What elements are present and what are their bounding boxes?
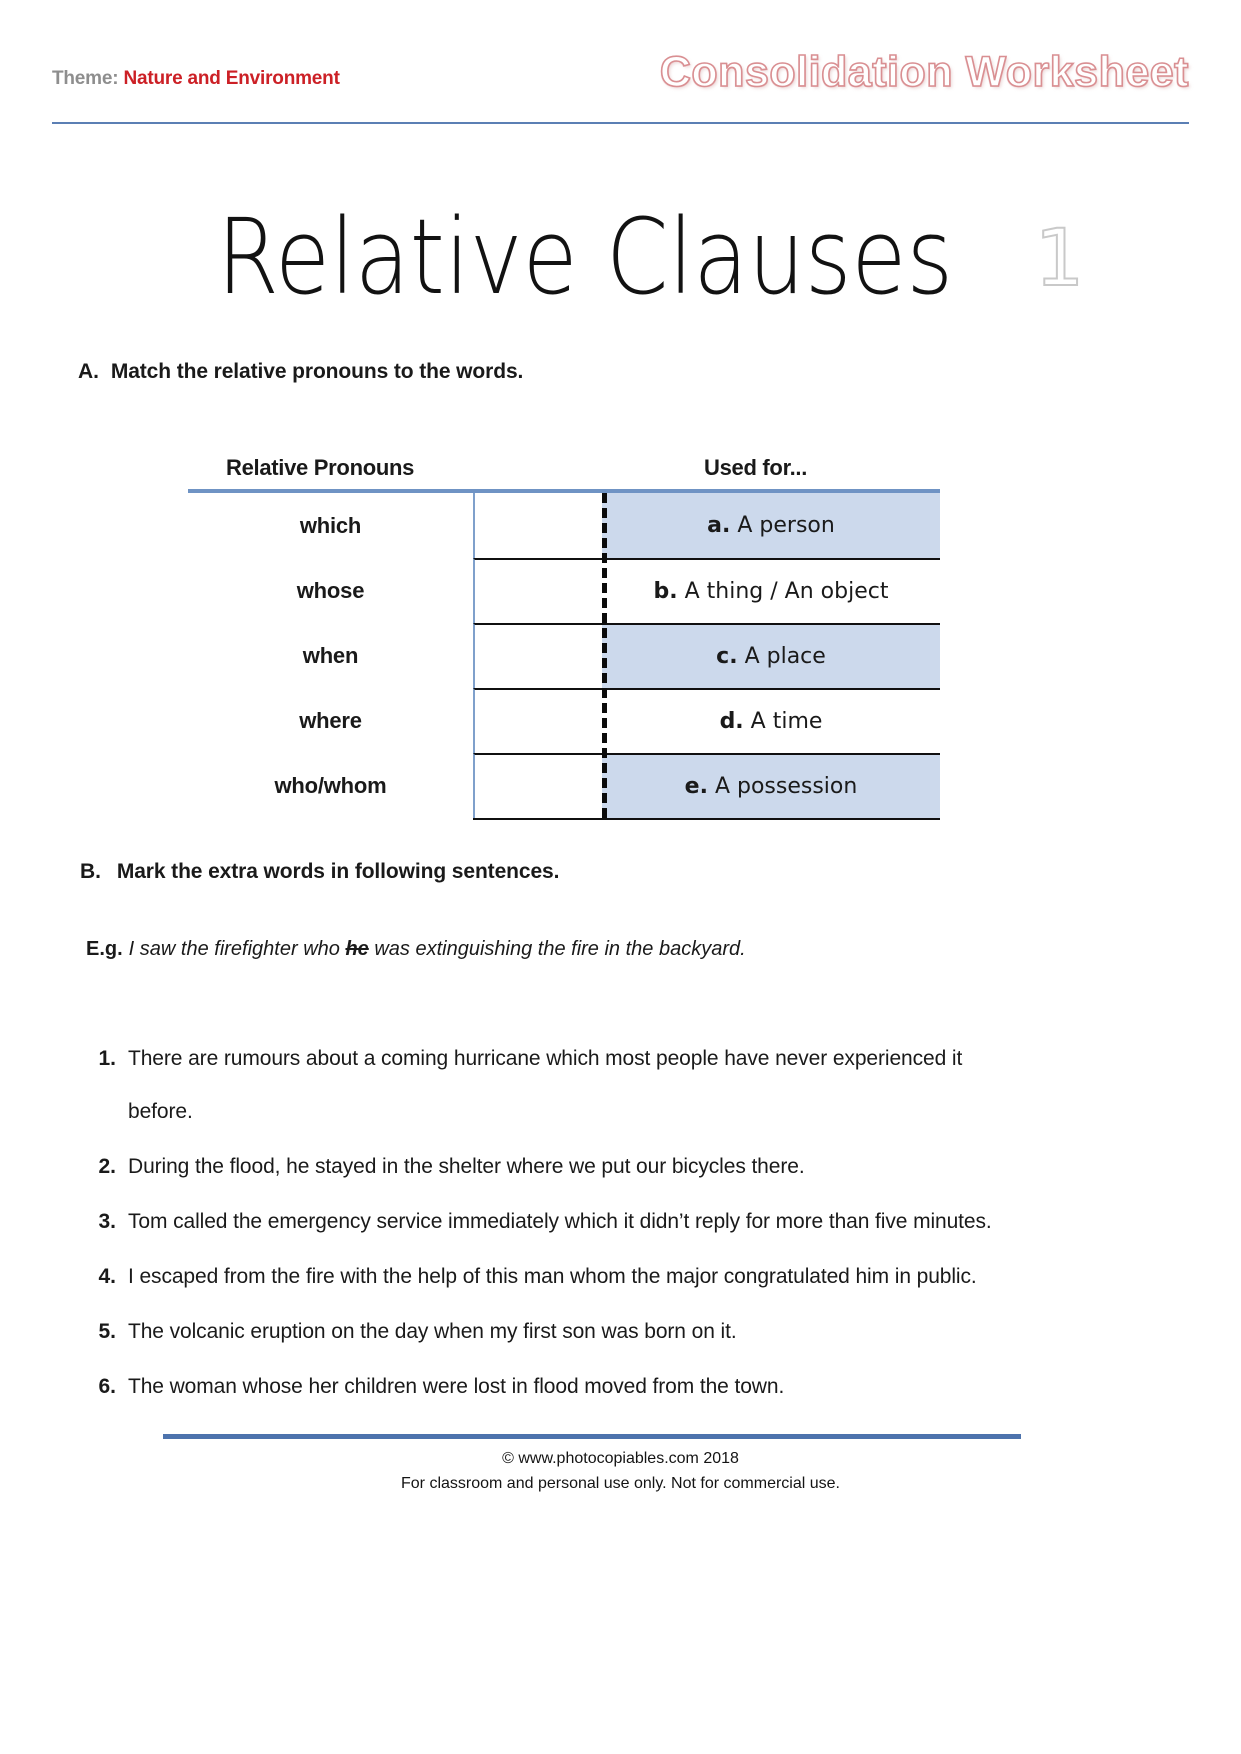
item-number: 5. [98,1320,116,1343]
usedfor-label: d. [719,709,744,734]
usedfor-text: A possession [714,774,858,799]
item-text: Tom called the emergency service immediately which it didn’t reply for more than five minutes. [128,1210,992,1233]
page-title-text: Relative Clauses [216,196,953,318]
item-text: I escaped from the fire with the help of this man whom the major congratulated him in public. [128,1265,977,1288]
table-row [188,623,940,688]
page-header [52,48,1189,104]
table-row [188,688,940,753]
column-header-usedfor: Used for... [704,455,808,480]
section-b-letter: B. [80,860,101,883]
matching-table [188,489,940,818]
example-before-text: I saw the firefighter who [128,938,346,960]
usedfor-label: b. [653,579,678,604]
matching-exercise [188,455,940,818]
item-text: There are rumours about a coming hurricane which most people have never experienced it before. [128,1047,963,1123]
pronoun-cell: which [299,512,362,538]
section-a-letter: A. [78,360,99,383]
item-text: The volcanic eruption on the day when my first son was born on it. [128,1320,737,1343]
example-label: E.g. [86,938,123,960]
example-sentence [86,938,1181,961]
usedfor-cell [602,753,940,818]
usedfor-label: e. [684,774,708,799]
list-item[interactable] [84,1195,1189,1248]
theme-line [52,68,340,90]
item-number: 2. [98,1155,116,1178]
item-number: 4. [98,1265,116,1288]
answer-box[interactable] [473,688,602,753]
section-a-instruction: Match the relative pronouns to the words. [110,360,524,383]
usedfor-cell [602,558,940,623]
usedfor-text: A person [737,513,835,538]
pronoun-cell: who/whom [274,772,387,798]
theme-value: Nature and Environment [123,68,340,89]
item-number: 6. [98,1375,116,1398]
item-text: During the flood, he stayed in the shelter where we put our bicycles there. [128,1155,805,1178]
answer-box[interactable] [473,623,602,688]
usedfor-cell [602,493,940,558]
usedfor-label: a. [707,513,731,538]
usedfor-text: A place [744,644,826,669]
pronoun-cell: whose [296,577,365,603]
usedfor-label: c. [716,644,738,669]
worksheet-type-title: Consolidation Worksheet [659,48,1189,96]
usedfor-text: A thing / An object [684,579,889,604]
section-b-heading [80,860,559,884]
sentence-list [84,1032,1189,1415]
matching-column-headers [188,455,940,485]
usedfor-text: A time [750,709,823,734]
section-b-instruction: Mark the extra words in following sentences. [116,860,560,883]
answer-box[interactable] [473,558,602,623]
list-item[interactable] [84,1140,1189,1193]
pronoun-cell: where [299,707,362,733]
item-number: 1. [98,1047,116,1070]
page-footer [0,1446,1241,1496]
table-row [188,558,940,623]
usage-notice-line: For classroom and personal use only. Not for commercial use. [401,1475,840,1492]
usedfor-cell [602,688,940,753]
usedfor-cell [602,623,940,688]
list-item[interactable] [84,1032,1189,1138]
section-a-heading [78,360,523,384]
header-divider-rule [52,122,1189,124]
list-item[interactable] [84,1250,1189,1303]
dashed-divider [602,493,607,818]
answer-box[interactable] [473,753,602,818]
column-header-pronouns: Relative Pronouns [226,455,415,480]
example-struck-word: he [345,938,369,960]
item-number: 3. [98,1210,116,1233]
item-text: The woman whose her children were lost in flood moved from the town. [128,1375,785,1398]
theme-label: Theme: [52,68,119,89]
table-bottom-border [473,818,940,820]
copyright-line: © www.photocopiables.com 2018 [502,1450,739,1467]
table-row [188,753,940,818]
footer-divider-rule [163,1434,1021,1439]
table-row [188,493,940,558]
answer-box[interactable] [473,493,602,558]
list-item[interactable] [84,1305,1189,1358]
page-title-number: 1 [1034,214,1085,304]
pronoun-cell: when [302,642,359,668]
example-after-text: was extinguishing the fire in the backyard. [368,938,746,960]
list-item[interactable] [84,1360,1189,1413]
page-title [0,196,1241,318]
